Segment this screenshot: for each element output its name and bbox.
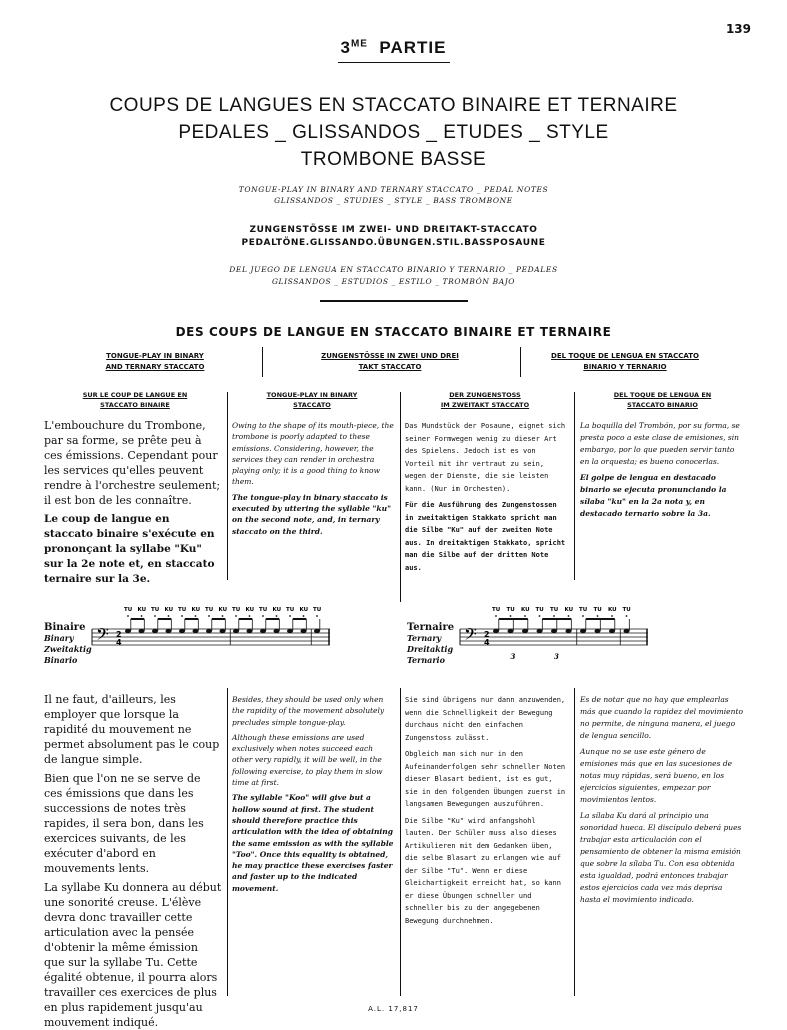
bottom-divider-2 [400,688,401,996]
note-head [152,629,158,633]
staccato-dot [168,615,170,617]
note-head [537,629,543,633]
plate-number: A.L. 17,817 [368,1005,419,1013]
top-german-paragraph-2-text: Für die Ausführung des Zungenstossen in zweitaktigen Stakkato spricht man die Silbe "Ku" auf der zweiten Note aus. In dreitaktigen Stakkato, spricht man die Silbe auf der dritten Note aus. [405,501,566,572]
syllable-label: TU [313,607,322,613]
subtitle-spanish-line-1: DEL JUEGO DE LENGUA EN STACCATO BINARIO Y TERNARIO _ PEDALES [229,265,558,274]
syllable-label: TU [535,607,544,613]
staccato-dot [510,615,512,617]
part-heading-rule [338,62,450,63]
staccato-dot [316,615,318,617]
subtitle-spanish [0,264,787,288]
subtitle-english-line-1: TONGUE-PLAY IN BINARY AND TERNARY STACCATO _ PEDAL NOTES [238,185,549,194]
note-head [551,629,557,633]
note-head [314,629,320,633]
top-german-paragraph-1: Das Mundstück der Posaune, eignet sich seiner Formwegen wenig zu dieser Art des Spielens. Jedoch ist es von Vorteil mit ihr vertraut zu sein, wegen der Dienste, die sie leisten kann. (Nur im Orchesten). [405,422,566,493]
syllable-label: KU [272,607,282,613]
section-sub-english-line-1: TONGUE-PLAY IN BINARY [106,352,204,360]
top-column-spanish [580,420,745,580]
syllable-label: KU [299,607,309,613]
bass-clef-icon: 𝄢 [464,624,477,648]
top-divider-3 [574,392,575,580]
syllable-label: KU [564,607,574,613]
top-divider-2 [400,392,401,602]
top-column-english [232,420,394,580]
music-label-binaire-main: Binaire [44,622,86,633]
bottom-column-french [44,692,222,1029]
staccato-dot [495,615,497,617]
col-head-spanish [580,390,745,410]
note-head [125,629,131,633]
top-french-paragraph-2: Le coup de langue en staccato binaire s'exécute en prononçant la syllabe "Ku" sur la 2e note et, en staccato ternaire sur la 3e. [44,513,215,585]
note-head [624,629,630,633]
bottom-french-paragraph-1: Il ne faut, d'ailleurs, les employer que lorsque la rapidité du mouvement ne permet absolument pas le coup de langue simple. [44,693,220,766]
staff-binaire [92,605,332,665]
bottom-english-paragraph-1: Besides, they should be used only when the rapidity of the movement absolutely precludes simple tongue-play. [232,695,385,727]
section-title: DES COUPS DE LANGUE EN STACCATO BINAIRE ET TERNAIRE [175,325,612,339]
section-sub-german-line-1: ZUNGENSTÖSSE IN ZWEI UND DREI [321,352,459,360]
section-sub-german-line-2: TAKT STACCATO [358,363,422,371]
note-head [247,629,253,633]
main-title-line-3: TROMBONE BASSE [300,149,487,170]
col-head-german-line-2: IM ZWEITAKT STACCATO [440,401,530,409]
staff-ternaire [460,605,650,665]
syllable-label: TU [205,607,214,613]
page-number: 139 [725,22,751,36]
note-head [580,629,586,633]
bottom-french-paragraph-2: Bien que l'on ne se serve de ces émissions que dans les successions de notes très rapides, il sera bon, dans les exercices suivants, de les exécuter d'abord en mouvements lents. [44,772,204,875]
col-head-german-line-1: DER ZUNGENSTOSS [449,391,521,399]
subtitle-german [0,224,787,249]
col-head-spanish-line-2: STACCATO BINARIO [627,401,698,409]
bottom-spanish-paragraph-1: Es de notar que no hay que emplearlas más que cuando la rapidez del movimiento no permite, de ninguna manera, el juego de lengua sencillo. [580,695,743,740]
note-head [493,629,499,633]
music-label-binaire-en: Binary [44,633,74,643]
bottom-divider-1 [227,688,228,996]
section-sub-english [80,351,230,373]
bottom-divider-3 [574,688,575,996]
top-spanish-paragraph-1: La boquilla del Trombón, por su forma, se presta poco a este clase de emisiones, sin embargo, por lo que pueden servir tanto en la orquesta; es bueno conocerlas. [580,421,740,466]
syllable-label: TU [579,607,588,613]
part-number: 3 [340,38,351,57]
subtitle-german-line-2: PEDALTÖNE.GLISSANDO.ÜBUNGEN.STIL.BASSPOSAUNE [241,237,546,248]
music-label-ternaire-de: Dreitaktig [407,644,454,654]
bottom-spanish-paragraph-2: Aunque no se use este género de emisiones más que en las sucesiones de notas muy rápidas, será bueno, en los ejercicios siguientes, empezar por movimientos lentos. [580,747,733,804]
staccato-dot [626,615,628,617]
section-sub-divider-2 [520,347,521,377]
syllable-label: KU [521,607,530,613]
col-head-english [232,390,392,410]
bass-clef-icon: 𝄢 [96,624,109,648]
part-ordinal: ME [350,38,368,50]
syllable-label: TU [286,607,295,613]
top-spanish-paragraph-2-text: El golpe de lengua en destacado binario se ejecuta pronunciando la sílaba "ku" en la 2a nota y, en destacado ternario sobre la 3a. [580,473,727,518]
staccato-dot [262,615,264,617]
note-head [179,629,185,633]
top-english-paragraph-1: Owing to the shape of its mouth-piece, the trombone is poorly adapted to these emissions. Considering, however, the services they can render in orchestra playing only; it is a good thing to know them. [232,421,394,487]
syllable-label: TU [232,607,241,613]
bottom-english-paragraph-2: Although these emissions are used exclusively when notes succeed each other very rapidly, it will be well, in the following exercise, to play them in slow time at first. [232,732,383,788]
music-label-binaire-es: Binario [44,655,78,665]
top-column-german [405,420,569,602]
col-head-german [405,390,565,410]
col-head-english-line-2: STACCATO [293,401,331,409]
syllable-label: TU [124,607,133,613]
music-label-ternaire-main: Ternaire [407,622,455,633]
music-label-ternaire-en: Ternary [407,633,442,643]
note-head [522,629,528,633]
time-signature-top: 2 [116,630,122,639]
syllable-label: TU [506,607,515,613]
staccato-dot [597,615,599,617]
top-divider-1 [227,392,228,580]
syllable-label: KU [137,607,147,613]
bottom-column-spanish [580,694,745,1004]
staccato-dot [553,615,555,617]
bottom-english-paragraph-3-text: The syllable "Koo" will give but a hollow sound at first. The student should therefore practice this articulation with the idea of obtaining the same emission as with the syllable "Too". Once this equality is obtained, he may practice these exercises faster and faster up to the indicated movement. [232,793,394,893]
note-head [301,629,307,633]
staccato-dot [582,615,584,617]
staccato-dot [611,615,613,617]
top-french-paragraph-1: L'embouchure du Trombone, par sa forme, se prête peu à ces émissions. Cependant pour les services qu'elles peuvent rendre à l'orchestre seulement; il est bon de les connaître. [44,419,221,507]
col-head-french-line-2: STACCATO BINAIRE [100,401,170,409]
note-head [206,629,212,633]
music-label-ternaire-es: Ternario [407,655,445,665]
subtitle-english [0,184,787,207]
section-sub-divider-1 [262,347,263,377]
section-sub-spanish [535,351,715,373]
staccato-dot [539,615,541,617]
music-label-ternaire [407,622,454,666]
bottom-english-paragraph-3 [232,792,394,894]
top-column-french [44,418,222,590]
col-head-french-line-1: SUR LE COUP DE LANGUE EN [82,391,188,399]
main-title [0,92,787,173]
music-label-binaire-de: Zweitaktig [44,644,92,654]
bottom-column-german [405,694,569,1004]
time-signature-bottom: 4 [116,638,122,647]
syllable-label: KU [245,607,255,613]
syllable-label: TU [492,607,501,613]
staccato-dot [222,615,224,617]
bottom-spanish-paragraph-3: La sílaba Ku dará al principio una sonoridad hueca. El discípulo deberá pues trabajar esta articulación con el pensamiento de obtener la misma emisión que sobre la sílaba Tu. Con esa obtenida esta igualdad, podrá entonces trabajar estos ejercicios cada vez más deprisa hasta el movimiento indicado. [580,811,742,904]
main-title-line-2: PEDALES _ GLISSANDOS _ ETUDES _ STYLE [178,122,609,143]
note-head [595,629,601,633]
triplet-mark: 3 [554,652,559,661]
staccato-dot [235,615,237,617]
staccato-dot [127,615,129,617]
syllable-label: KU [608,607,617,613]
note-head [193,629,199,633]
syllable-label: TU [151,607,160,613]
note-head [274,629,280,633]
syllable-label: KU [191,607,201,613]
staccato-dot [524,615,526,617]
top-english-paragraph-2 [232,492,394,537]
bottom-french-paragraph-3: La syllabe Ku donnera au début une sonorité creuse. L'élève devra donc travailler cette articulation avec la pensée d'obtenir la même émission que sur la syllabe Tu. Cette égalité obtenue, il pourra alors travailler ces exercices de plus en plus rapidement jusqu'au mouvement indiqué. [44,881,222,1029]
note-head [287,629,293,633]
subtitle-english-line-2: GLISSANDOS _ STUDIES _ STYLE _ BASS TROMBONE [274,196,513,206]
top-german-paragraph-2 [405,499,569,574]
note-head [139,629,145,633]
section-sub-english-line-2: AND TERNARY STACCATO [105,363,205,371]
section-sub-german [290,351,490,373]
bottom-german-paragraph-2: Obgleich man sich nur in den Aufeinanderfolgen sehr schneller Noten dieser Blasart bedient, ist es gut, sie in den folgenden Übungen zuerst in langsamen Bewegungen auszuführen. [405,750,566,808]
note-head [233,629,239,633]
triplet-mark: 3 [510,652,516,661]
subtitle-spanish-line-2: GLISSANDOS _ ESTUDIOS _ ESTILO _ TROMBÓN BAJO [271,277,516,286]
staccato-dot [154,615,156,617]
syllable-label: TU [550,607,559,613]
bottom-german-paragraph-3: Die Silbe "Ku" wird anfangshohl lauten. Der Schüler muss also dieses Artikulieren mit dem Gedanken üben, die selbe Blasart zu erlangen wie auf der Silbe "Tu". Wenn er diese Gleichartigkeit erreicht hat, so kann er diese Übungen schneller und schneller bis zu der angegebenen Bewegung durchnehmen. [405,816,561,925]
col-head-french [45,390,225,410]
note-head [260,629,266,633]
time-signature-bottom: 4 [484,638,490,647]
staccato-dot [141,615,143,617]
staccato-dot [208,615,210,617]
staccato-dot [276,615,278,617]
subtitle-german-line-1: ZUNGENSTÖSSE IM ZWEI- UND DREITAKT-STACCATO [249,225,538,235]
staccato-dot [568,615,570,617]
syllable-label: TU [178,607,187,613]
syllable-label: TU [259,607,268,613]
staccato-dot [303,615,305,617]
section-sub-spanish-line-2: BINARIO Y TERNARIO [583,363,667,371]
staccato-dot [289,615,291,617]
top-english-paragraph-2-text: The tongue-play in binary staccato is executed by uttering the syllable "ku" on the second note, and, in ternary staccato on the third. [232,492,391,536]
bottom-column-english [232,694,394,1004]
syllable-label: KU [218,607,228,613]
note-head [220,629,226,633]
section-sub-spanish-line-1: DEL TOQUE DE LENGUA EN STACCATO [551,352,699,360]
note-head [566,629,572,633]
music-label-binaire [44,622,92,666]
col-head-english-line-1: TONGUE-PLAY IN BINARY [266,391,358,399]
title-block-rule [320,300,468,302]
syllable-label: KU [164,607,174,613]
note-head [166,629,172,633]
staccato-dot [249,615,251,617]
part-heading [0,38,787,58]
staccato-dot [195,615,197,617]
note-head [508,629,514,633]
time-signature-top: 2 [484,630,490,639]
main-title-line-1: COUPS DE LANGUES EN STACCATO BINAIRE ET TERNAIRE [109,95,678,116]
col-head-spanish-line-1: DEL TOQUE DE LENGUA EN [613,391,712,399]
staccato-dot [181,615,183,617]
syllable-label: TU [622,607,631,613]
note-head [609,629,615,633]
part-word: PARTIE [379,38,447,57]
syllable-label: TU [593,607,602,613]
bottom-german-paragraph-1: Sie sind übrigens nur dann anzuwenden, wenn die Schnelligkeit der Bewegung durchaus nicht den einfachen Zungenstoss zulässt. [405,696,566,742]
top-spanish-paragraph-2 [580,472,745,520]
